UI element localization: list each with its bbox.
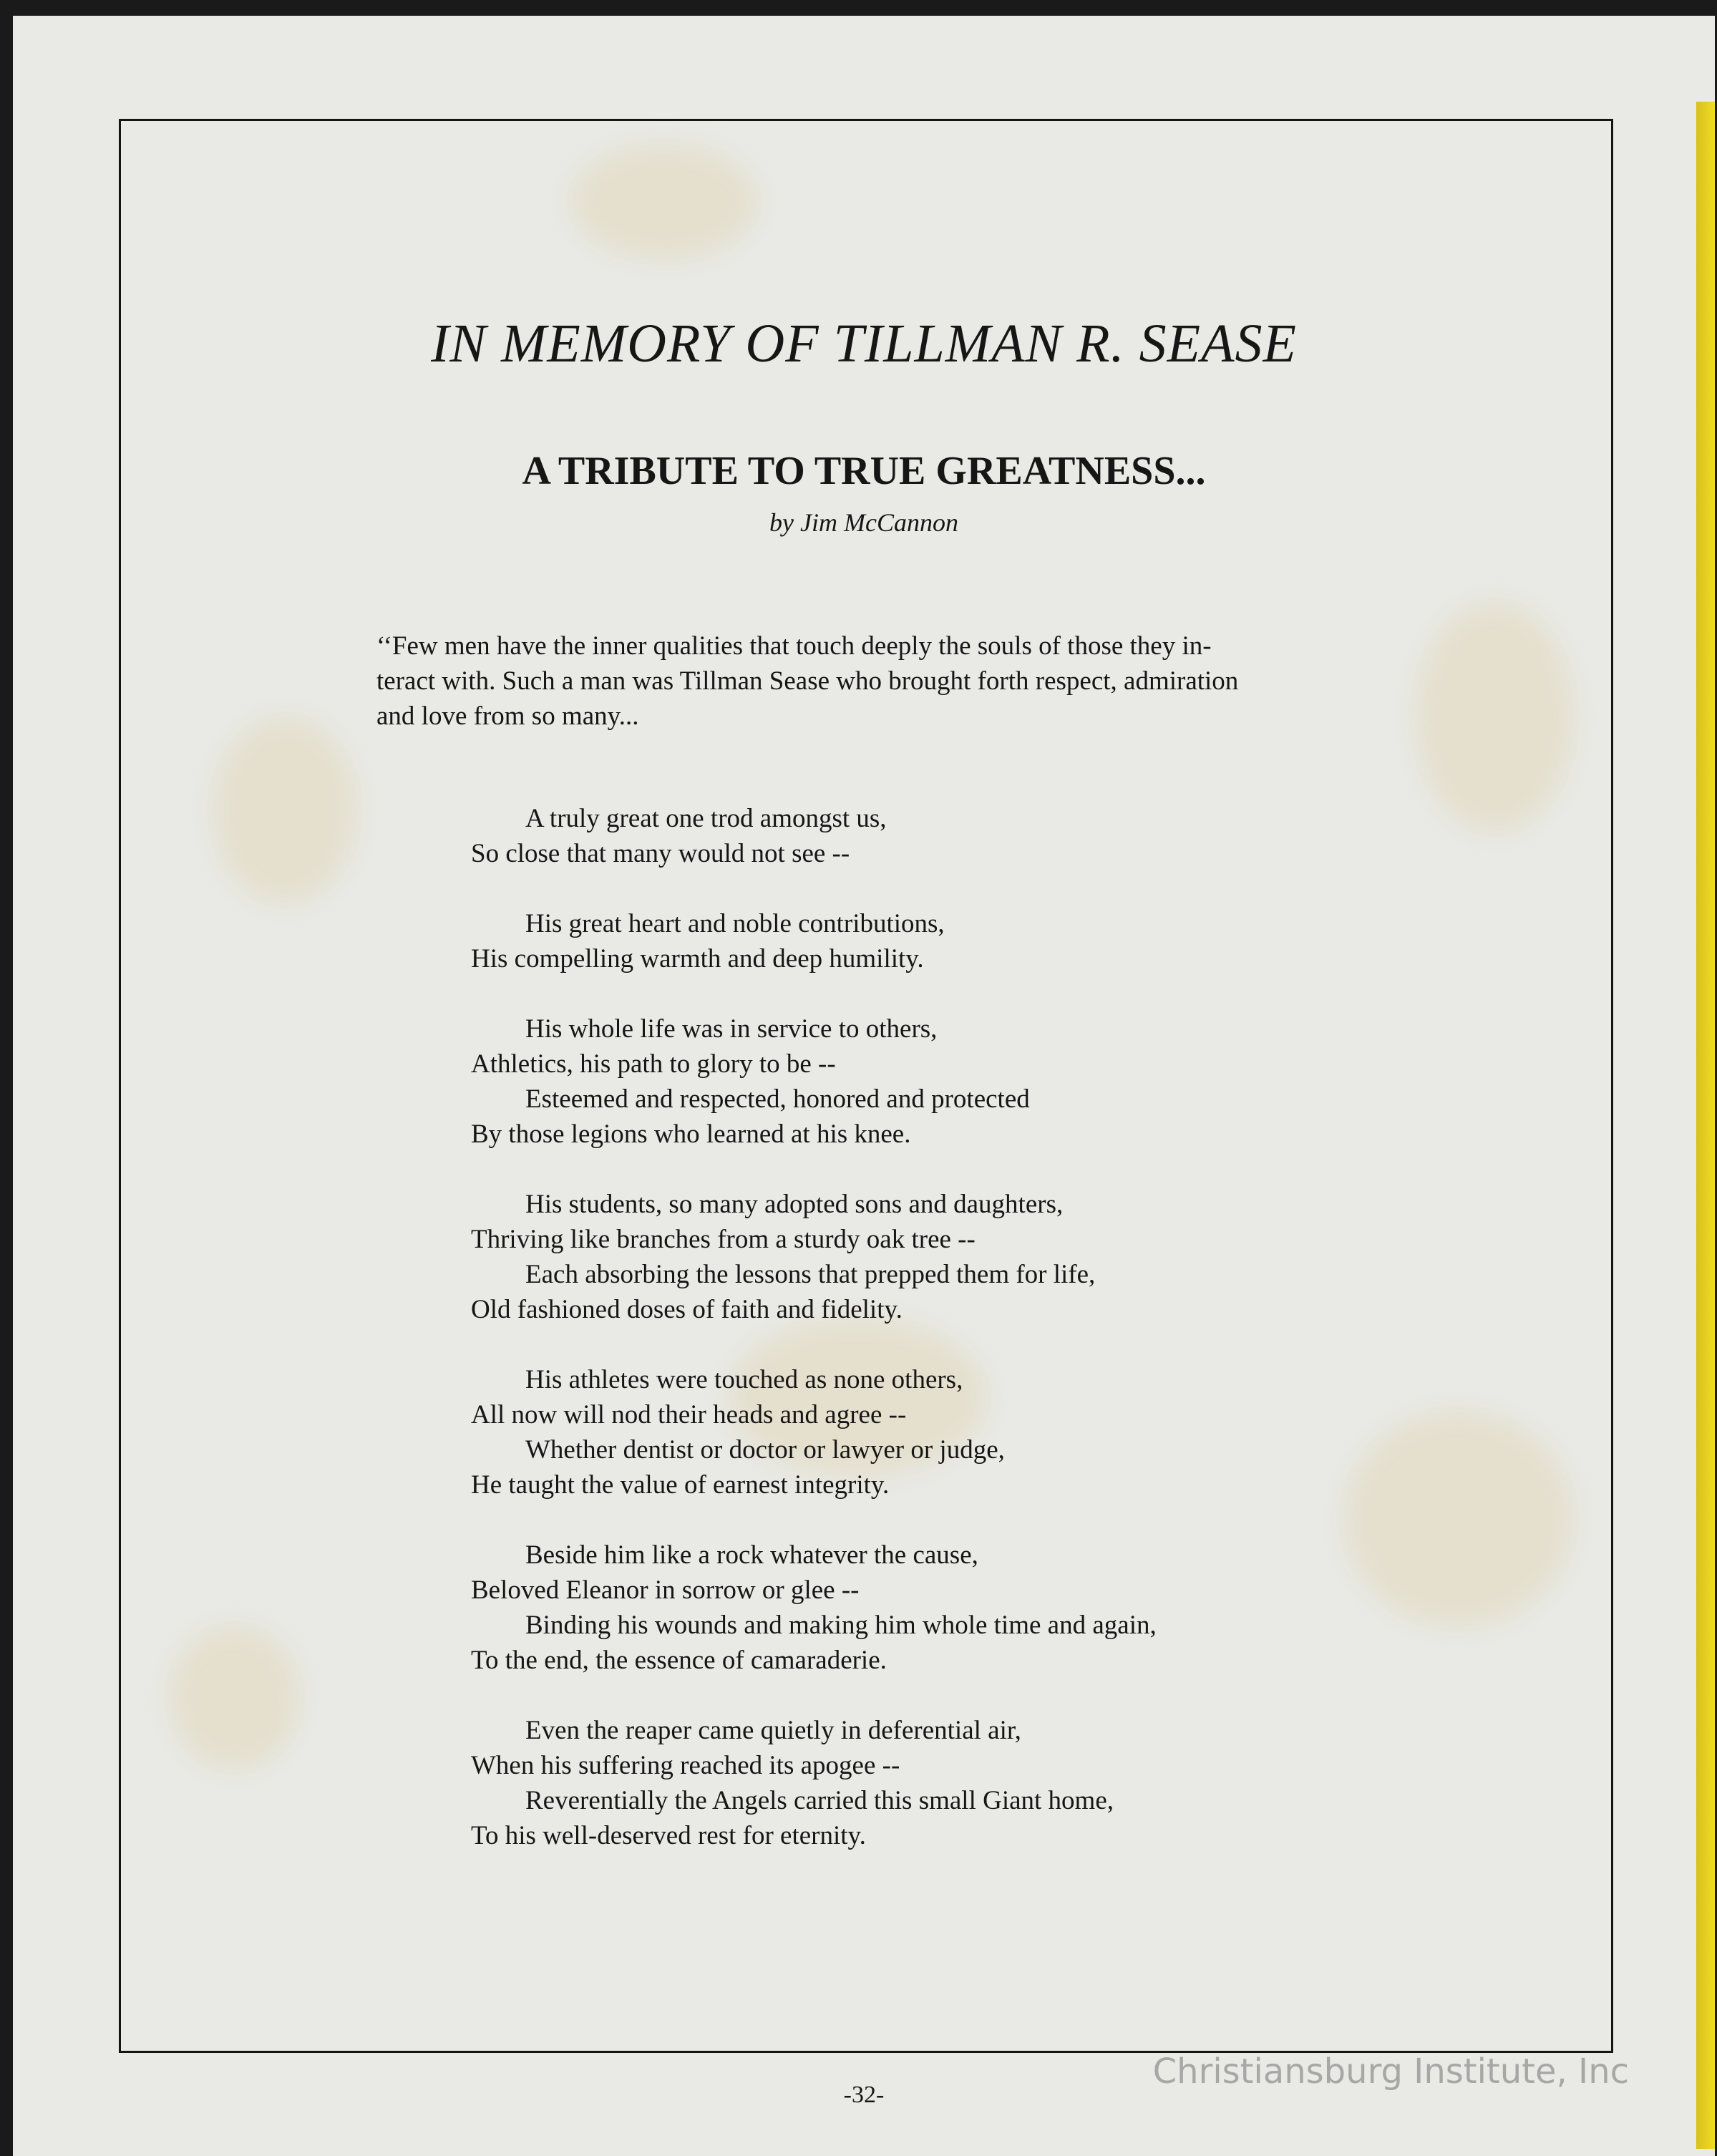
poem-stanza [471,801,1473,871]
author-byline: by Jim McCannon [769,508,958,537]
poem-line: He taught the value of earnest integrity. [471,1470,890,1500]
poem-line: Even the reaper came quietly in deferential air, [525,1716,1021,1745]
poem-line: Reverentially the Angels carried this small Giant home, [525,1786,1114,1815]
poem-line: A truly great one trod amongst us, [525,804,887,833]
poem-line: To his well-deserved rest for eternity. [471,1821,866,1850]
poem-line: Athletics, his path to glory to be -- [471,1049,836,1079]
poem-stanza [471,906,1473,976]
watermark: Christiansburg Institute, Inc [1152,2051,1629,2092]
article-subtitle: A TRIBUTE TO TRUE GREATNESS... [522,449,1206,493]
page-edge [1696,102,1715,2149]
poem-line: His students, so many adopted sons and daughters, [525,1190,1064,1219]
poem-line: His great heart and noble contributions, [525,909,945,938]
page-number: -32- [843,2082,885,2108]
poem-line: Old fashioned doses of faith and fidelity. [471,1295,903,1324]
poem-line: So close that many would not see -- [471,839,850,868]
poem-line: Whether dentist or doctor or lawyer or judge, [525,1435,1005,1465]
poem-line: Beloved Eleanor in sorrow or glee -- [471,1575,860,1605]
poem-line: His compelling warmth and deep humility. [471,944,924,973]
poem-line: His athletes were touched as none others, [525,1365,963,1394]
poem-line: Each absorbing the lessons that prepped them for life, [525,1260,1096,1289]
poem-line: His whole life was in service to others, [525,1014,938,1044]
poem-line: To the end, the essence of camaraderie. [471,1646,887,1675]
poem-stanza [471,1362,1473,1502]
poem-line: By those legions who learned at his knee. [471,1120,911,1149]
poem [471,801,1473,1888]
intro-line: ‘‘Few men have the inner qualities that touch deeply the souls of those they in- [376,631,1212,661]
page-title: IN MEMORY OF TILLMAN R. SEASE [431,314,1297,374]
poem-line: Binding his wounds and making him whole time and again, [525,1611,1157,1640]
intro-line: teract with. Such a man was Tillman Sease who brought forth respect, admiration [376,666,1239,696]
poem-line: Beside him like a rock whatever the cause, [525,1540,978,1570]
poem-line: Esteemed and respected, honored and protected [525,1084,1030,1114]
poem-stanza [471,1538,1473,1678]
poem-line: When his suffering reached its apogee -- [471,1751,900,1780]
poem-line: Thriving like branches from a sturdy oak tree -- [471,1225,976,1254]
poem-stanza [471,1011,1473,1152]
poem-stanza [471,1187,1473,1327]
intro-paragraph [376,628,1450,734]
intro-line: and love from so many... [376,701,639,731]
document-page [13,16,1715,2156]
poem-line: All now will nod their heads and agree -- [471,1400,907,1429]
poem-stanza [471,1713,1473,1853]
